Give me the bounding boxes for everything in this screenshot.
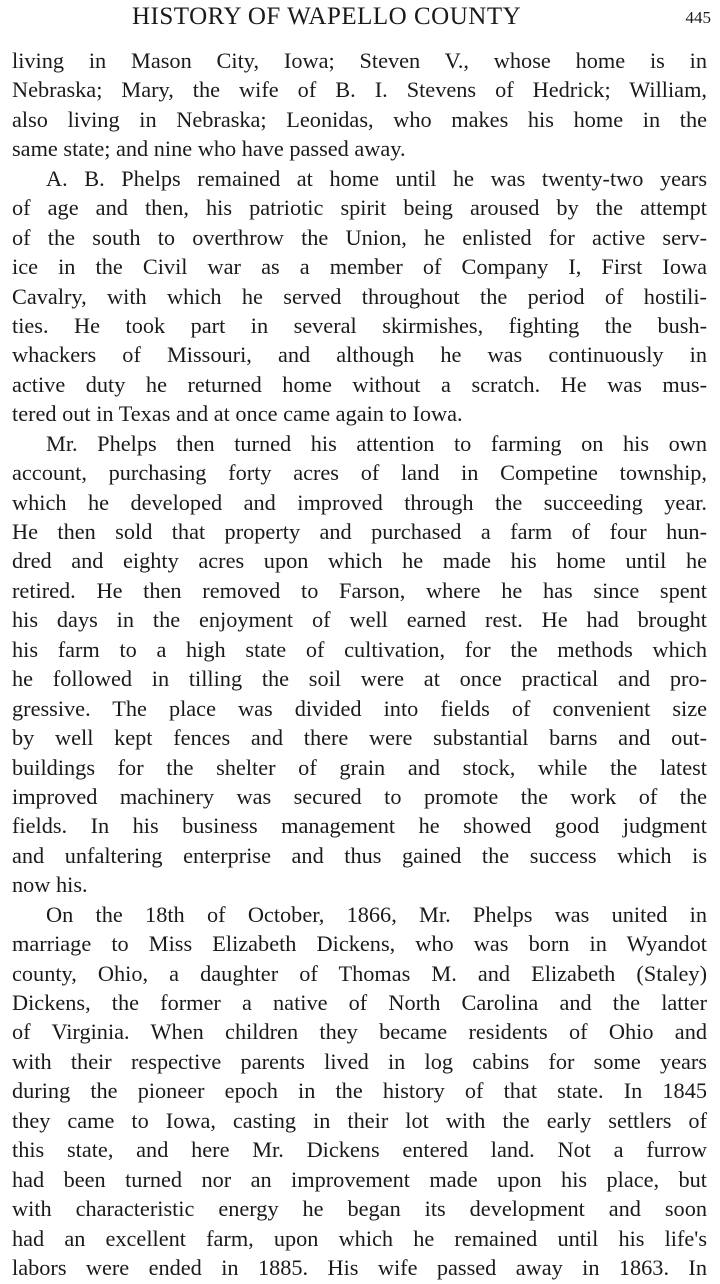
text-line: his farm to a high state of cultivation, for the methods which bbox=[12, 636, 707, 662]
text-line: of Virginia. When children they became residents of Ohio and bbox=[12, 1019, 707, 1045]
text-line: his days in the enjoyment of well earned rest. He had brought bbox=[12, 607, 707, 633]
text-line: living in Mason City, Iowa; Steven V., whose home is in bbox=[12, 48, 707, 73]
text-line: active duty he returned home without a scratch. He was mus- bbox=[12, 371, 707, 397]
text-line: tered out in Texas and at once came again to Iowa. bbox=[12, 401, 463, 427]
text-line: account, purchasing forty acres of land in Competine township, bbox=[12, 460, 707, 486]
page-number: 445 bbox=[685, 8, 711, 27]
text-line: county, Ohio, a daughter of Thomas M. and Elizabeth (Staley) bbox=[12, 960, 707, 986]
text-line: Cavalry, with which he served throughout the period of hostili- bbox=[12, 283, 707, 309]
text-line: ties. He took part in several skirmishes, fighting the bush- bbox=[12, 312, 707, 338]
running-head: HISTORY OF WAPELLO COUNTY bbox=[132, 3, 522, 30]
text-line: also living in Nebraska; Leonidas, who makes his home in the bbox=[12, 106, 707, 132]
text-line: and unfaltering enterprise and thus gained the success which is bbox=[12, 842, 707, 868]
text-line: he followed in tilling the soil were at once practical and pro- bbox=[12, 666, 707, 692]
text-line: labors were ended in 1885. His wife passed away in 1863. In bbox=[12, 1254, 707, 1280]
text-line: fields. In his business management he showed good judgment bbox=[12, 813, 707, 839]
text-line: with their respective parents lived in log cabins for some years bbox=[12, 1048, 707, 1074]
text-line: On the 18th of October, 1866, Mr. Phelps was united in bbox=[46, 901, 707, 927]
text-line: they came to Iowa, casting in their lot with the early settlers of bbox=[12, 1107, 707, 1133]
text-line: Mr. Phelps then turned his attention to farming on his own bbox=[46, 430, 707, 456]
text-line: ice in the Civil war as a member of Company I, First Iowa bbox=[12, 254, 707, 280]
text-line: this state, and here Mr. Dickens entered land. Not a furrow bbox=[12, 1137, 707, 1163]
text-line: Dickens, the former a native of North Carolina and the latter bbox=[12, 990, 707, 1015]
body-text bbox=[12, 46, 707, 1282]
text-line: same state; and nine who have passed away. bbox=[12, 136, 406, 162]
text-line: had an excellent farm, upon which he remained until his life's bbox=[12, 1225, 707, 1251]
text-line: with characteristic energy he began its development and soon bbox=[12, 1196, 707, 1222]
text-line: during the pioneer epoch in the history of that state. In 1845 bbox=[12, 1078, 707, 1104]
text-line: buildings for the shelter of grain and stock, while the latest bbox=[12, 754, 707, 780]
text-line: of the south to overthrow the Union, he enlisted for active serv- bbox=[12, 224, 707, 250]
text-line: marriage to Miss Elizabeth Dickens, who was born in Wyandot bbox=[12, 931, 707, 957]
text-line: dred and eighty acres upon which he made his home until he bbox=[12, 548, 707, 574]
text-line: gressive. The place was divided into fields of convenient size bbox=[12, 695, 707, 721]
text-line: now his. bbox=[12, 872, 88, 898]
text-line: Nebraska; Mary, the wife of B. I. Stevens of Hedrick; William, bbox=[12, 77, 707, 103]
page-header bbox=[0, 2, 720, 32]
text-line: had been turned nor an improvement made upon his place, but bbox=[12, 1166, 707, 1192]
text-line: improved machinery was secured to promote the work of the bbox=[12, 783, 707, 809]
text-line: whackers of Missouri, and although he was continuously in bbox=[12, 342, 707, 368]
text-line: retired. He then removed to Farson, where he has since spent bbox=[12, 577, 707, 603]
text-line: of age and then, his patriotic spirit being aroused by the attempt bbox=[12, 195, 707, 221]
text-line: A. B. Phelps remained at home until he was twenty-two years bbox=[46, 165, 707, 191]
text-line: He then sold that property and purchased a farm of four hun- bbox=[12, 519, 707, 544]
text-line: by well kept fences and there were substantial barns and out- bbox=[12, 725, 707, 751]
text-line: which he developed and improved through the succeeding year. bbox=[12, 489, 707, 515]
